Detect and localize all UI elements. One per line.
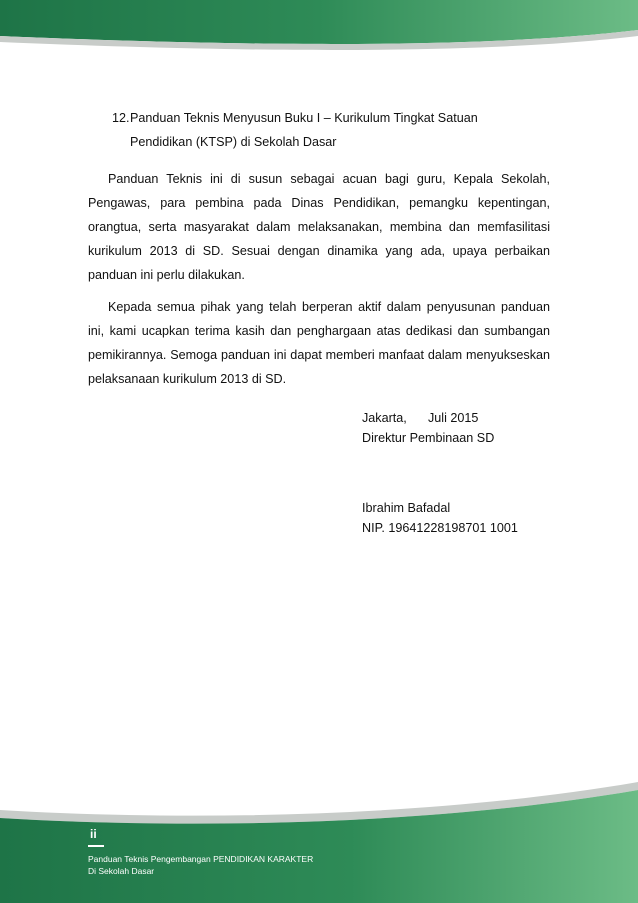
page-number-rule xyxy=(88,845,104,847)
paragraph-2: Kepada semua pihak yang telah berperan aktif dalam penyusunan panduan ini, kami ucapkan terima kasih dan penghargaan atas dedikasi dan sumbangan pemikirannya. Semoga panduan ini dapat memberi manfaat dalam menyukseskan pelaksanaan kurikulum 2013 di SD. xyxy=(88,299,550,386)
signature-date: Juli 2015 xyxy=(428,411,479,425)
signature-name: Ibrahim Bafadal xyxy=(362,501,451,515)
list-item-number: 12. xyxy=(112,111,130,125)
signature-place: Jakarta, xyxy=(362,411,407,425)
list-item-text xyxy=(130,106,550,154)
signature-place-date xyxy=(362,408,478,428)
header-decor-band xyxy=(0,0,638,70)
footer-title: Panduan Teknis Pengembangan PENDIDIKAN KARAKTER xyxy=(88,854,314,864)
page-number: ii xyxy=(90,827,97,841)
paragraph-1: Panduan Teknis ini di susun sebagai acuan bagi guru, Kepala Sekolah, Pengawas, para pembina pada Dinas Pendidikan, pemangku kepentingan, orangtua, serta masyarakat dalam melaksanakan, membina dan memfasilitasi kurikulum 2013 di SD. Sesuai dengan dinamika yang ada, upaya perbaikan panduan ini perlu dilakukan. xyxy=(88,171,550,282)
footer-subtitle: Di Sekolah Dasar xyxy=(88,866,155,876)
signature-nip: NIP. 19641228198701 1001 xyxy=(362,521,518,535)
list-item-line2: Pendidikan (KTSP) di Sekolah Dasar xyxy=(130,135,337,149)
signature-title: Direktur Pembinaan SD xyxy=(362,431,495,445)
list-item-line1: Panduan Teknis Menyusun Buku I – Kurikulum Tingkat Satuan xyxy=(130,111,478,125)
